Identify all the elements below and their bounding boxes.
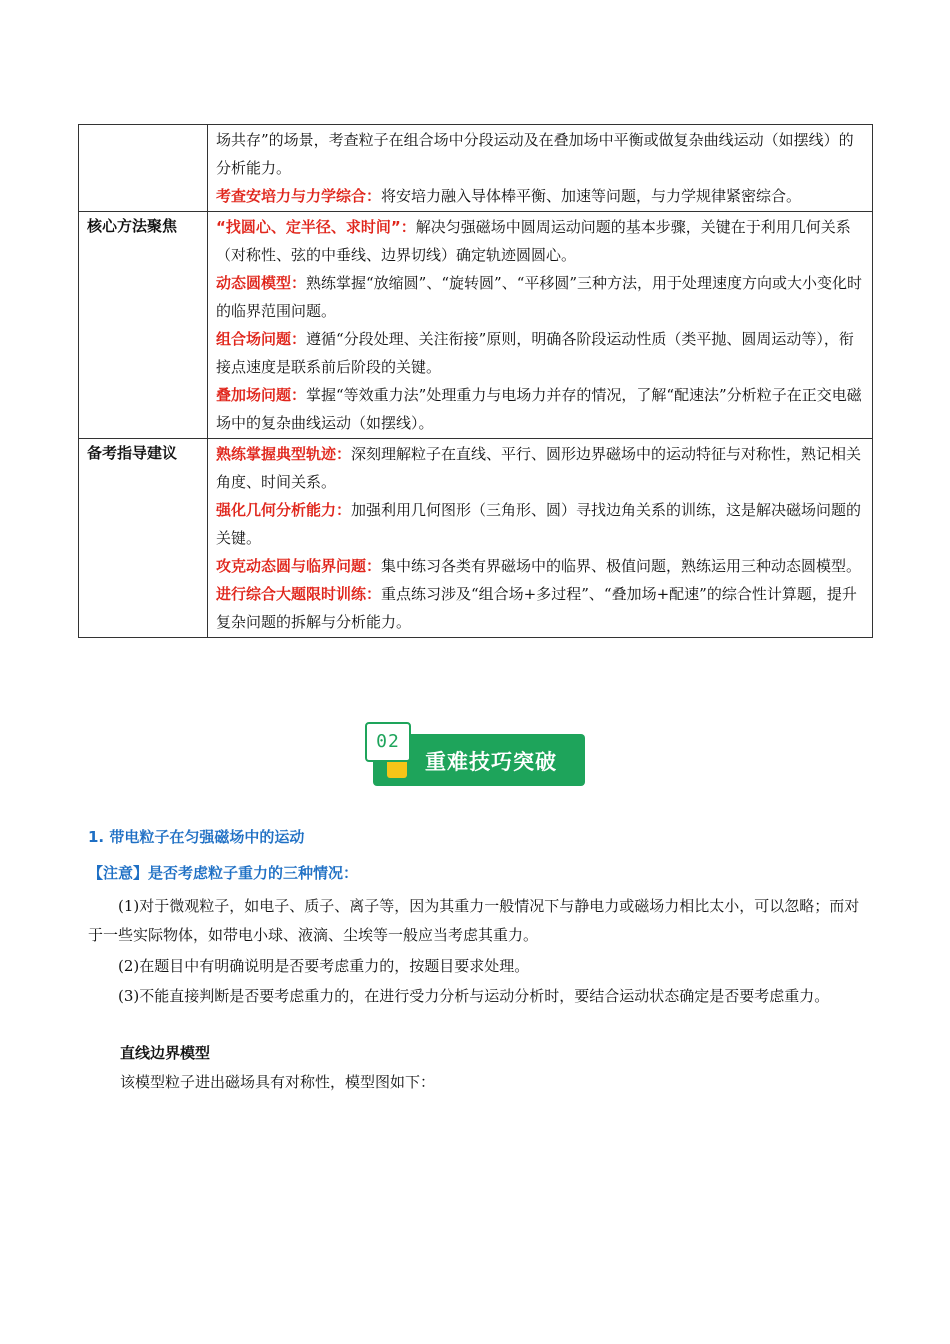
badge-number: 02 [365, 722, 411, 762]
paragraph-text: 深刻理解粒子在直线、平行、圆形边界磁场中的运动特征与对称性，熟记相关角度、时间关系。 [216, 445, 862, 491]
badge-title: 重难技巧突破 [425, 750, 557, 774]
row-paragraph [216, 182, 864, 210]
model-description: 该模型粒子进出磁场具有对称性，模型图如下： [120, 1073, 436, 1091]
paragraph-text: 重点练习涉及“组合场+多过程”、“叠加场+配速”的综合性计算题，提升复杂问题的拆解与分析能力。 [216, 585, 857, 631]
row-label: 核心方法聚焦 [79, 212, 208, 439]
row-paragraph [216, 580, 864, 636]
section-heading: 1. 带电粒子在匀强磁场中的运动 [88, 828, 305, 846]
highlight-text: 进行综合大题限时训练： [216, 585, 382, 603]
summary-table [78, 124, 873, 638]
row-content [208, 212, 873, 439]
paragraph-text: 遵循“分段处理、关注衔接”原则，明确各阶段运动性质（类平抛、圆周运动等），衔接点速度是联系前后阶段的关键。 [216, 330, 854, 376]
row-paragraph [216, 126, 864, 182]
row-label [79, 125, 208, 212]
table-row [79, 125, 873, 212]
table-row [79, 439, 873, 638]
highlight-text: 组合场问题： [216, 330, 307, 348]
highlight-text: 攻克动态圆与临界问题： [216, 557, 382, 575]
paragraph-text: 熟练掌握“放缩圆”、“旋转圆”、“平移圆”三种方法，用于处理速度方向或大小变化时的临界范围问题。 [216, 274, 863, 320]
highlight-text: 叠加场问题： [216, 386, 307, 404]
row-label: 备考指导建议 [79, 439, 208, 638]
paragraph-text: 将安培力融入导体棒平衡、加速等问题，与力学规律紧密综合。 [381, 187, 802, 205]
highlight-text: “找圆心、定半径、求时间”： [216, 218, 416, 236]
row-content [208, 125, 873, 212]
row-content [208, 439, 873, 638]
section-badge [365, 722, 587, 790]
note-heading: 【注意】是否考虑粒子重力的三种情况： [88, 864, 359, 882]
row-paragraph [216, 269, 864, 325]
row-paragraph [216, 496, 864, 552]
highlight-text: 熟练掌握典型轨迹： [216, 445, 352, 463]
paragraph-text: 掌握“等效重力法”处理重力与电场力并存的情况，了解“配速法”分析粒子在正交电磁场中的复杂曲线运动（如摆线）。 [216, 386, 862, 432]
row-paragraph [216, 552, 864, 580]
body-paragraph-1: (1)对于微观粒子，如电子、质子、离子等，因为其重力一般情况下与静电力或磁场力相比太小，可以忽略；而对于一些实际物体，如带电小球、液滴、尘埃等一般应当考虑其重力。 [88, 897, 860, 944]
paragraph-text: 集中练习各类有界磁场中的临界、极值问题，熟练运用三种动态圆模型。 [381, 557, 862, 575]
row-paragraph [216, 381, 864, 437]
body-paragraph-3: (3)不能直接判断是否要考虑重力的，在进行受力分析与运动分析时，要结合运动状态确定是否要考虑重力。 [118, 987, 830, 1005]
highlight-text: 动态圆模型： [216, 274, 307, 292]
highlight-text: 考查安培力与力学综合： [216, 187, 382, 205]
highlight-text: 强化几何分析能力： [216, 501, 352, 519]
row-paragraph [216, 213, 864, 269]
table-row [79, 212, 873, 439]
body-paragraph-2: (2)在题目中有明确说明是否要考虑重力的，按题目要求处理。 [118, 957, 530, 975]
model-heading: 直线边界模型 [120, 1044, 211, 1062]
row-paragraph [216, 325, 864, 381]
paragraph-text: 解决匀强磁场中圆周运动问题的基本步骤，关键在于利用几何关系（对称性、弦的中垂线、边界切线）确定轨迹圆圆心。 [216, 218, 851, 264]
paragraph-text: 加强利用几何图形（三角形、圆）寻找边角关系的训练，这是解决磁场问题的关键。 [216, 501, 862, 547]
paragraph-text: 场共存”的场景，考查粒子在组合场中分段运动及在叠加场中平衡或做复杂曲线运动（如摆线）的分析能力。 [216, 131, 854, 177]
row-paragraph [216, 440, 864, 496]
